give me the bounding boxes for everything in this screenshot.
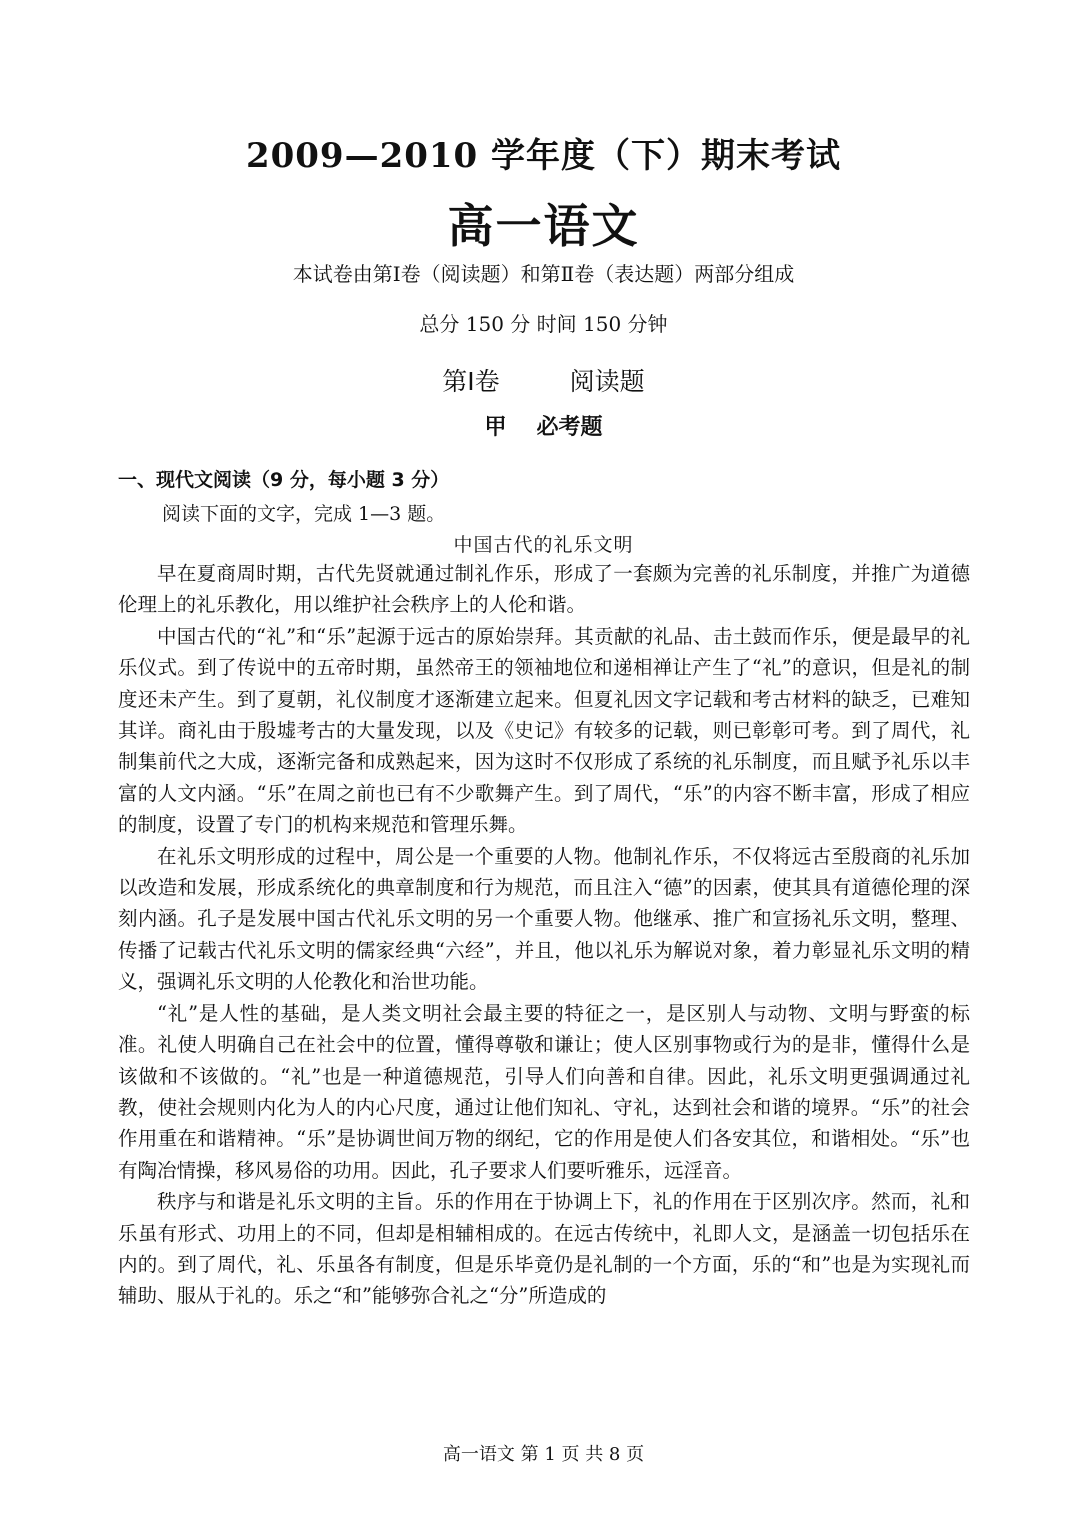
page-footer: 高一语文 第 1 页 共 8 页 [442, 1444, 645, 1465]
article-body [118, 558, 970, 1312]
article-paragraph: 中国古代的“礼”和“乐”起源于远古的原始崇拜。其贡献的礼品、击土鼓而作乐，便是最早的礼乐仪式。到了传说中的五帝时期，虽然帝王的领袖地位和递相禅让产生了“礼”的意识，但是礼的制度还未产生。到了夏朝，礼仪制度才逐渐建立起来。但夏礼因文字记载和考古材料的缺乏，已难知其详。商礼由于殷墟考古的大量发现，以及《史记》有较多的记载，则已彰彰可考。到了周代，礼制集前代之大成，逐渐完备和成熟起来，因为这时不仅形成了系统的礼乐制度，而且赋予礼乐以丰富的人文内涵。“乐”在周之前也已有不少歌舞产生。到了周代，“乐”的内容不断丰富，形成了相应的制度，设置了专门的机构来规范和管理乐舞。 [118, 624, 970, 837]
volume-heading [0, 362, 1087, 398]
exam-year-title: 2009—2010 学年度（下）期末考试 [245, 136, 842, 176]
article-title: 中国古代的礼乐文明 [453, 534, 634, 556]
question-heading: 一、现代文阅读（9 分，每小题 3 分） [118, 469, 450, 491]
exam-subject-title: 高一语文 [447, 199, 640, 253]
volume-name: 阅读题 [569, 367, 645, 396]
score-time-line: 总分 150 分 时间 150 分钟 [419, 312, 668, 336]
section-label: 甲 [484, 415, 507, 440]
article-paragraph: 在礼乐文明形成的过程中，周公是一个重要的人物。他制礼作乐，不仅将远古至殷商的礼乐加以改造和发展，形成系统化的典章制度和行为规范，而且注入“德”的因素，使其具有道德伦理的深刻内涵。孔子是发展中国古代礼乐文明的另一个重要人物。他继承、推广和宣扬礼乐文明，整理、传播了记载古代礼乐文明的儒家经典“六经”，并且，他以礼乐为解说对象，着力彰显礼乐文明的精义，强调礼乐文明的人伦教化和治世功能。 [118, 844, 970, 994]
volume-label: 第Ⅰ卷 [442, 367, 500, 396]
section-name: 必考题 [536, 415, 603, 440]
article-paragraph: 早在夏商周时期，古代先贤就通过制礼作乐，形成了一套颇为完善的礼乐制度，并推广为道德伦理上的礼乐教化，用以维护社会秩序上的人伦和谐。 [118, 562, 970, 617]
section-heading [0, 410, 1087, 441]
article-paragraph: 秩序与和谐是礼乐文明的主旨。乐的作用在于协调上下，礼的作用在于区别次序。然而，礼和乐虽有形式、功用上的不同，但却是相辅相成的。在远古传统中，礼即人文，是涵盖一切包括乐在内的。到了周代，礼、乐虽各有制度，但是乐毕竟仍是礼制的一个方面，乐的“和”也是为实现礼而辅助、服从于礼的。乐之“和”能够弥合礼之“分”所造成的 [118, 1190, 970, 1308]
question-instruction: 阅读下面的文字，完成 1—3 题。 [162, 503, 446, 525]
exam-composition-note: 本试卷由第Ⅰ卷（阅读题）和第Ⅱ卷（表达题）两部分组成 [292, 262, 795, 286]
article-paragraph: “礼”是人性的基础，是人类文明社会最主要的特征之一，是区别人与动物、文明与野蛮的标准。礼使人明确自己在社会中的位置，懂得尊敬和谦让；使人区别事物或行为的是非，懂得什么是该做和不该做的。“礼”也是一种道德规范，引导人们向善和自律。因此，礼乐文明更强调通过礼教，使社会规则内化为人的内心尺度，通过让他们知礼、守礼，达到社会和谐的境界。“乐”的社会作用重在和谐精神。“乐”是协调世间万物的纲纪，它的作用是使人们各安其位，和谐相处。“乐”也有陶冶情操，移风易俗的功用。因此，孔子要求人们要听雅乐，远淫音。 [118, 1001, 970, 1182]
